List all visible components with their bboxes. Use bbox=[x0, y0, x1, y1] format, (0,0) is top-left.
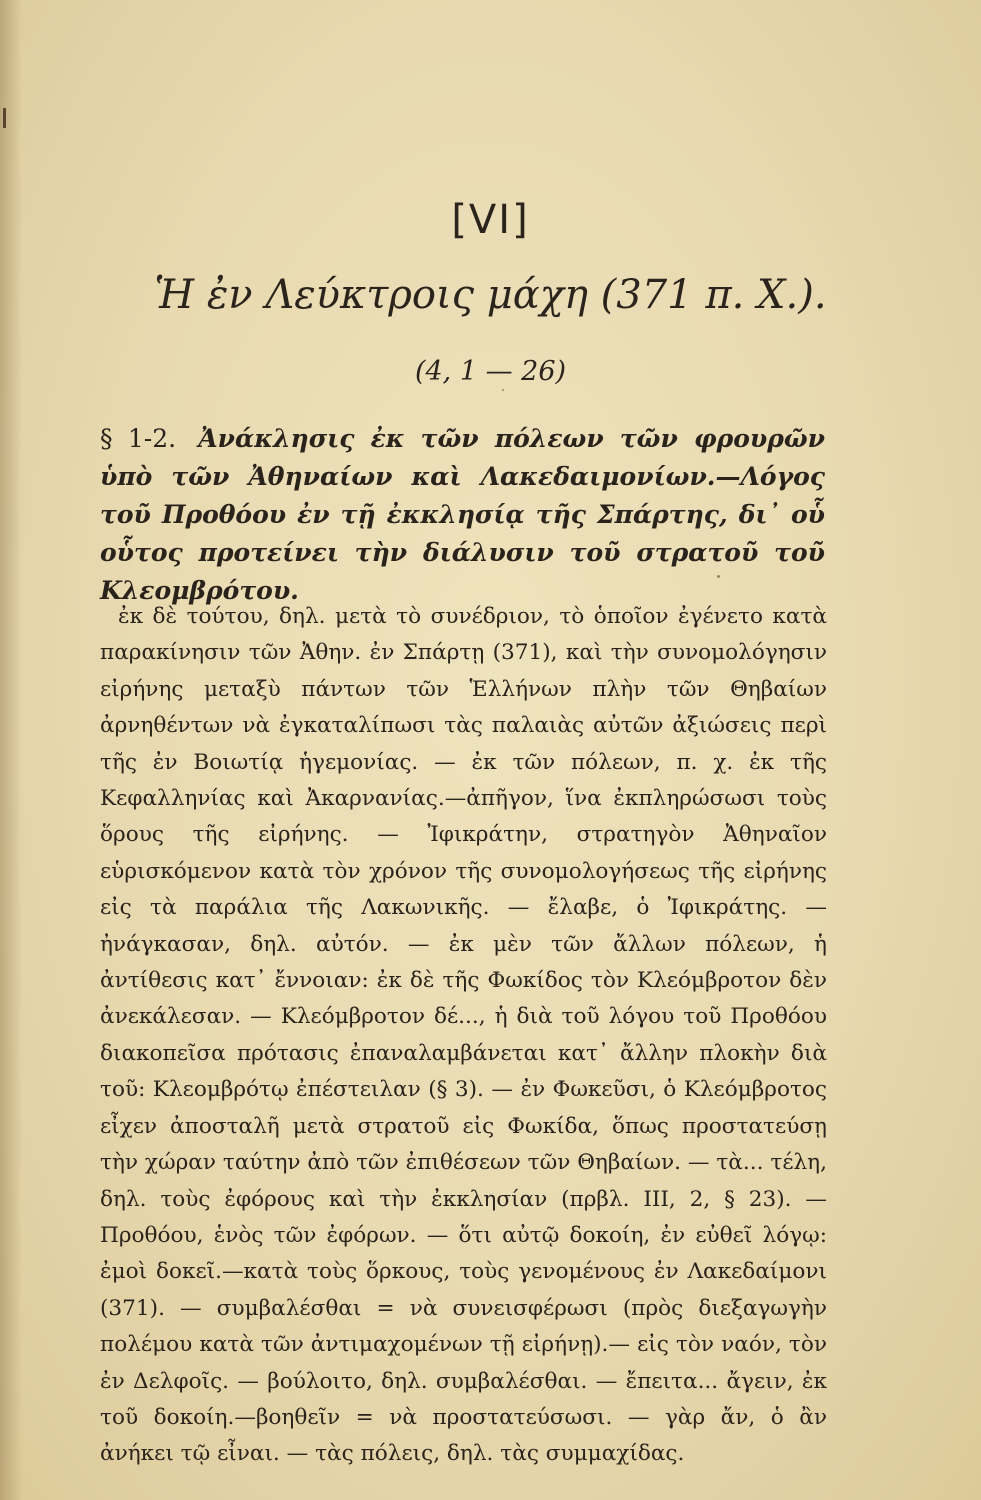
section-mark: § 1-2. bbox=[100, 424, 177, 453]
section-summary bbox=[100, 420, 825, 610]
paper-speck bbox=[502, 389, 504, 391]
binding-mark bbox=[3, 108, 6, 128]
summary-text: Ἀνάκλησις ἐκ τῶν πόλεων τῶν φρουρῶν ὑπὸ τῶν Ἀθηναίων καὶ Λακεδαιμονίων.—Λόγος τοῦ Προθόου ἐν τῇ ἐκκλησίᾳ τῆς Σπάρτης, δι᾿ οὗ οὗτος προτείνει τὴν διάλυσιν τοῦ στρατοῦ τοῦ Κλεομβρότου. bbox=[100, 424, 825, 605]
chapter-title: Ἡ ἐν Λεύκτροις μάχη (371 π. Χ.). bbox=[154, 272, 827, 318]
chapter-number: [VI] bbox=[451, 197, 530, 243]
chapter-reference: (4, 1 — 26) bbox=[414, 356, 567, 387]
paper-speck bbox=[717, 575, 720, 578]
commentary-paragraph: ἐκ δὲ τούτου, δηλ. μετὰ τὸ συνέδριον, τὸ ὁποῖον ἐγένετο κατὰ παρακίνησιν τῶν Ἀθην. ἐν Σπάρτῃ (371), καὶ τὴν συνομολόγησιν εἰρήνης μεταξὺ πάντων τῶν Ἑλλήνων πλὴν τῶν Θηβαίων ἀρνηθέντων νὰ ἐγκαταλίπωσι τὰς παλαιὰς αὐτῶν ἀξιώσεις περὶ τῆς ἐν Βοιωτίᾳ ἡγεμονίας. — ἐκ τῶν πόλεων, π. χ. ἐκ τῆς Κεφαλληνίας καὶ Ἀκαρνανίας.—ἀπῆγον, ἵνα ἐκπληρώσωσι τοὺς ὅρους τῆς εἰρήνης. — Ἰφικράτην, στρατηγὸν Ἀθηναῖον εὑρισκόμενον κατὰ τὸν χρόνον τῆς συνομολογήσεως τῆς εἰρήνης εἰς τὰ παράλια τῆς Λακωνικῆς. — ἔλαβε, ὁ Ἰφικράτης. — ἠνάγκασαν, δηλ. αὐτόν. — ἐκ μὲν τῶν ἄλλων πόλεων, ἡ ἀντίθεσις κατ᾿ ἔννοιαν: ἐκ δὲ τῆς Φωκίδος τὸν Κλεόμβροτον δὲν ἀνεκάλεσαν. — Κλεόμβροτον δέ..., ἡ διὰ τοῦ λόγου τοῦ Προθόου διακοπεῖσα πρότασις ἐπαναλαμβάνεται κατ᾿ ἄλλην πλοκὴν διὰ τοῦ: Κλεομβρότῳ ἐπέστειλαν (§ 3). — ἐν Φωκεῦσι, ὁ Κλεόμβροτος εἶχεν ἀποσταλῆ μετὰ στρατοῦ εἰς Φωκίδα, ὅπως προστατεύσῃ τὴν χώραν ταύτην ἀπὸ τῶν ἐπιθέσεων τῶν Θηβαίων. — τὰ... τέλη, δηλ. τοὺς ἐφόρους καὶ τὴν ἐκκλησίαν (πρβλ. III, 2, § 23). — Προθόου, ἑνὸς τῶν ἐφόρων. — ὅτι αὐτῷ δοκοίη, ἐν εὐθεῖ λόγῳ: ἐμοὶ δοκεῖ.—κατὰ τοὺς ὅρκους, τοὺς γενομένους ἐν Λακεδαίμονι (371). — συμβαλέσθαι = νὰ συνεισφέρωσι (πρὸς διεξαγωγὴν πολέμου κατὰ τῶν ἀντιμαχομένων τῇ εἰρήνῃ).— εἰς τὸν ναόν, τὸν ἐν Δελφοῖς. — βούλοιτο, δηλ. συμβαλέσθαι. — ἔπειτα... ἄγειν, ἐκ τοῦ δοκοίη.—βοηθεῖν = νὰ προστατεύσωσι. — γὰρ ἄν, ὁ ἂν ἀνήκει τῷ εἶναι. — τὰς πόλεις, δηλ. τὰς συμμαχίδας. bbox=[100, 604, 827, 1467]
